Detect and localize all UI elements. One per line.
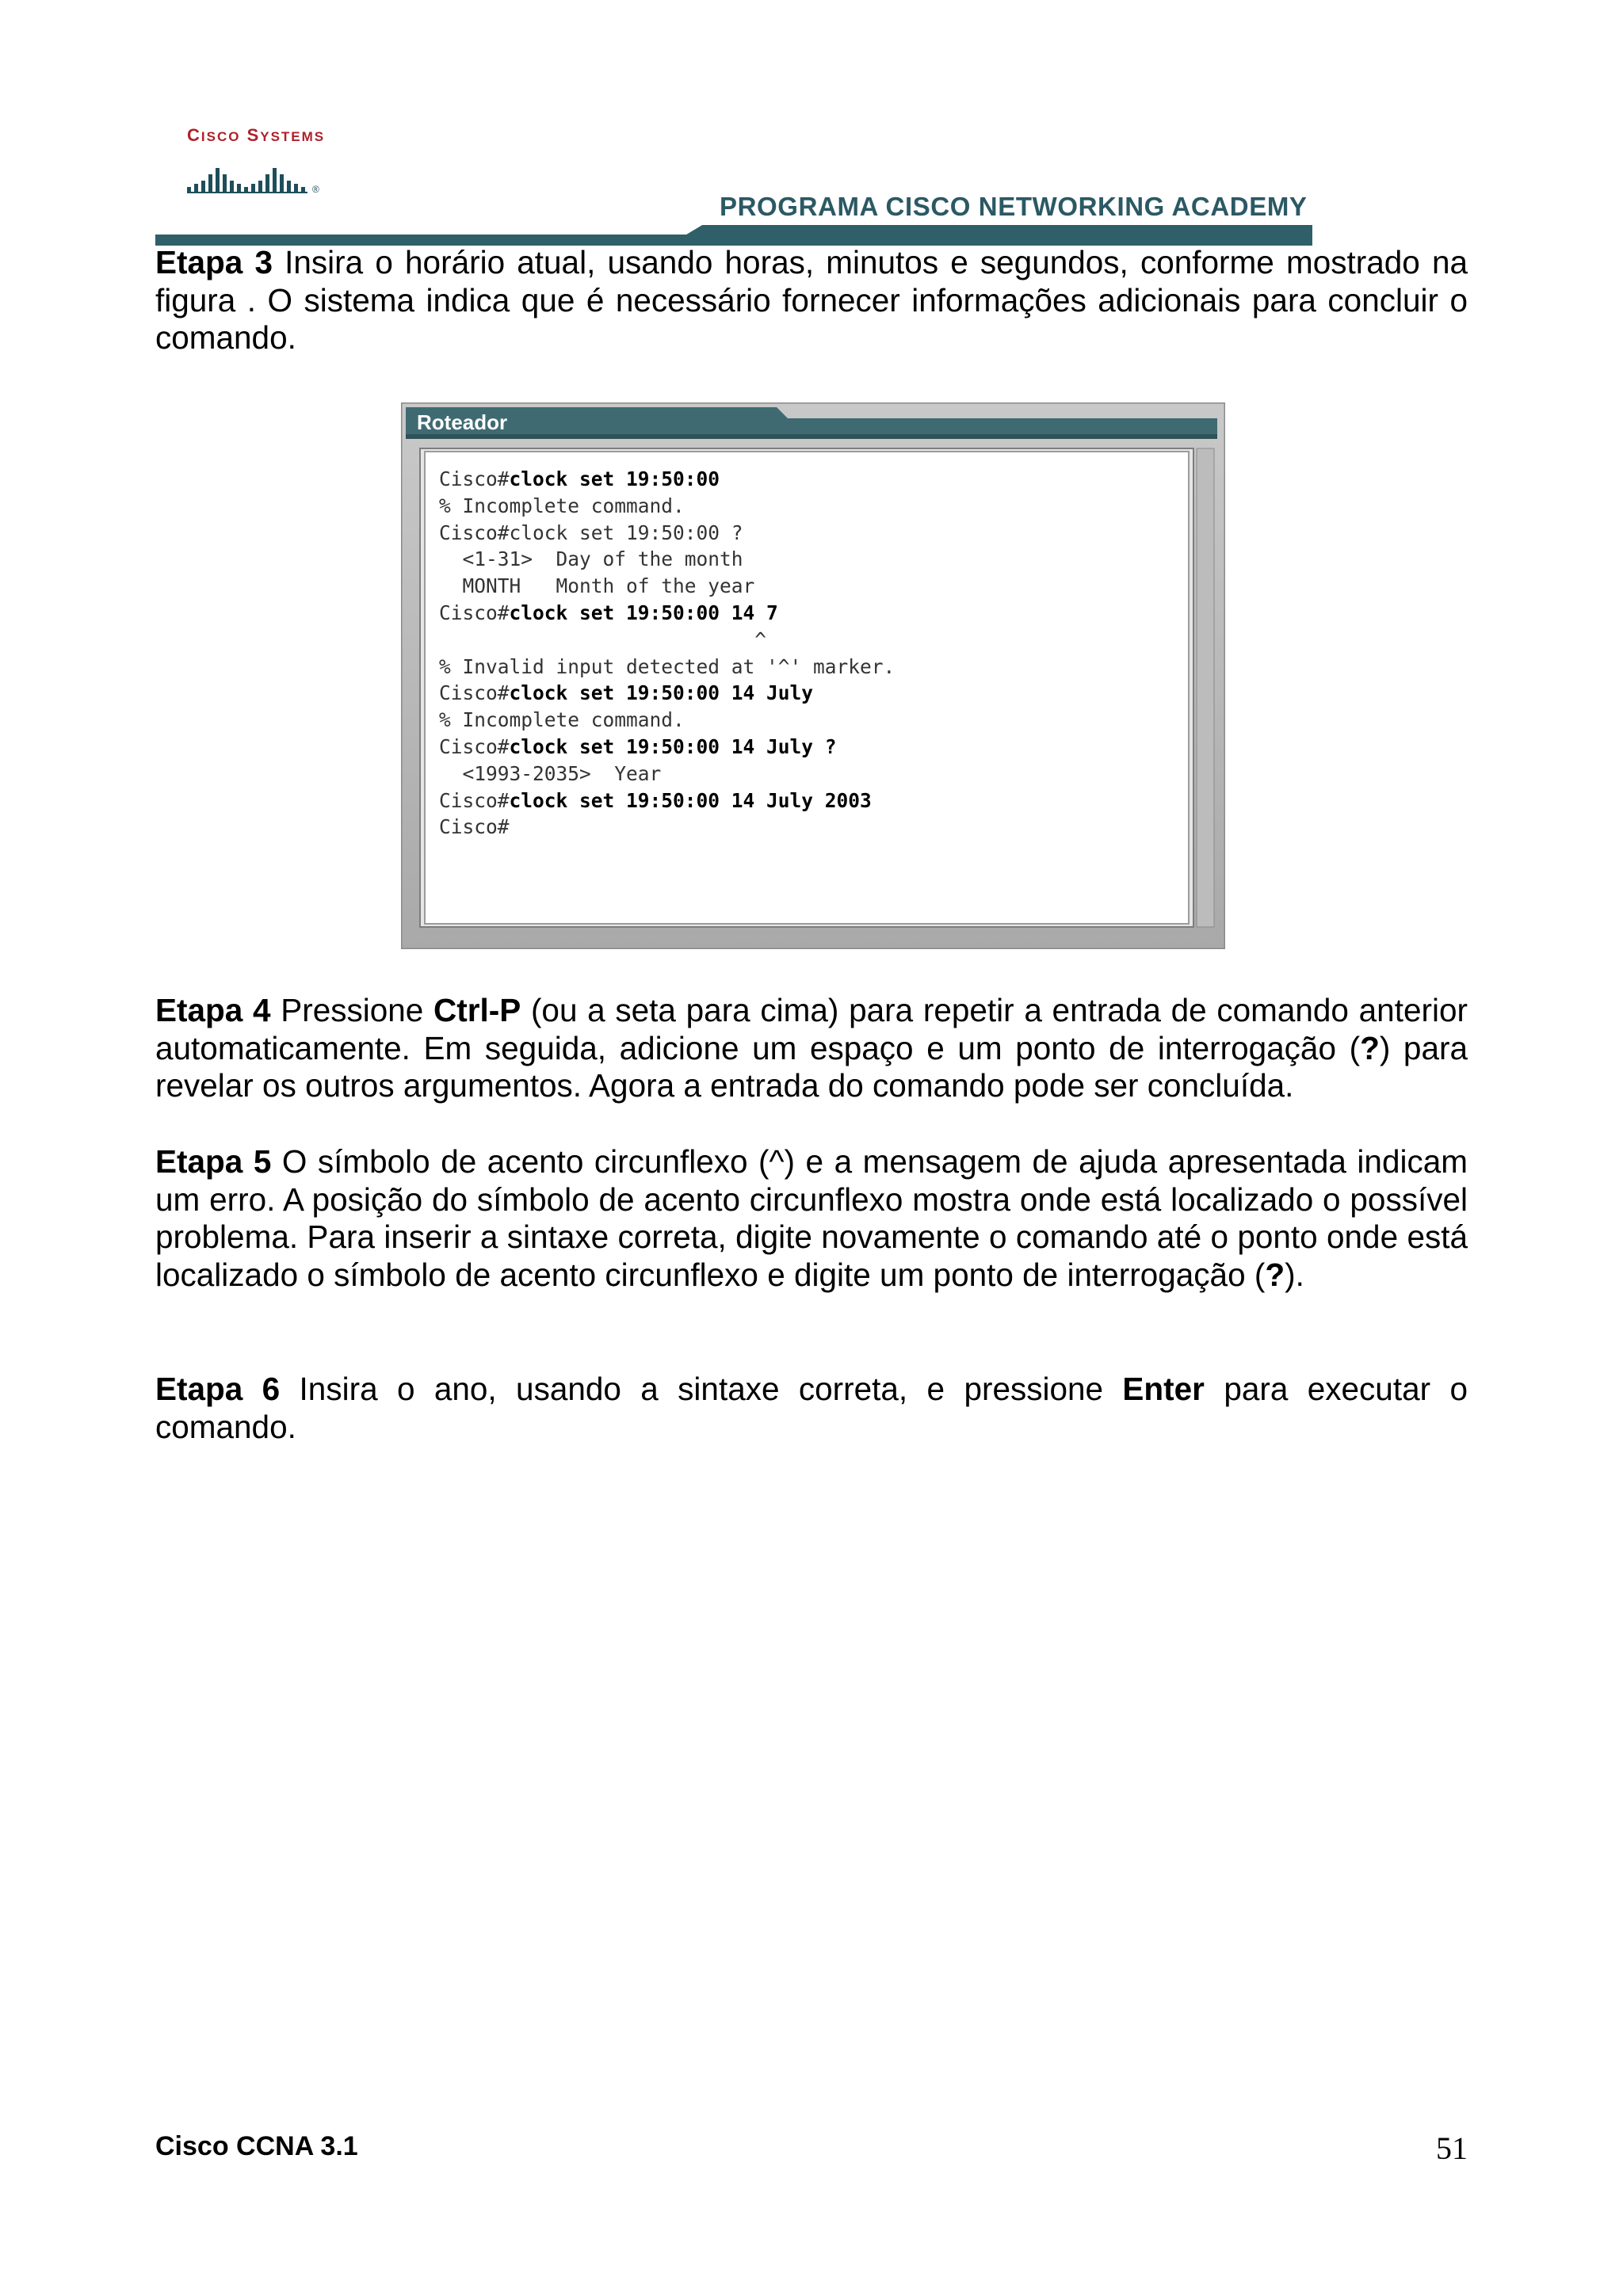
step-3-paragraph — [155, 244, 1468, 357]
terminal-lines: Cisco#clock set 19:50:00 % Incomplete command. Cisco#clock set 19:50:00 ? <1-31> Day of the month MONTH Month of the year Cisco#clock set 19:50:00 14 7 ^ % Invalid input detected at '^' marker. Cisco#clock set 19:50:00 14 July % Incomplete command. Cisco#clock set 19:50:00 14 July ? <1993-2035> Year Cisco#clock set 19:50:00 14 July 2003 Cisco# — [439, 467, 896, 839]
step-3-label: Etapa 3 — [155, 244, 273, 280]
step-6-paragraph: Etapa 6 Insira o ano, usando a sintaxe correta, e pressione Enter para executar o comando. — [155, 1371, 1468, 1445]
step-5-label: Etapa 5 — [155, 1143, 272, 1180]
step-6-label: Etapa 6 — [155, 1371, 281, 1407]
page-header — [155, 111, 1312, 246]
ctrl-p-key: Ctrl-P — [433, 992, 521, 1028]
cisco-bridge-bars-icon — [187, 152, 314, 193]
step-4-paragraph: Etapa 4 Pressione Ctrl-P (ou a seta para cima) para repetir a entrada de comando anterior automaticamente. Em seguida, adicione um espaço e um ponto de interrogação (?) para revelar os outros argumentos. Agora a entrada do comando pode ser concluída. — [155, 992, 1468, 1104]
step-3-text: Insira o horário atual, usando horas, minutos e segundos, conforme mostrado na figura . O sistema indica que é necessário fornecer informações adicionais para concluir o comando. — [155, 244, 1468, 356]
enter-key: Enter — [1122, 1371, 1205, 1407]
program-title: PROGRAMA CISCO NETWORKING ACADEMY — [720, 192, 1308, 221]
cisco-systems-logo — [187, 119, 346, 198]
footer-course: Cisco CCNA 3.1 — [155, 2131, 358, 2161]
logo-wordmark: CISCO SYSTEMS — [187, 125, 326, 145]
page-number: 51 — [1436, 2130, 1468, 2166]
terminal-output — [426, 453, 1187, 922]
step-5-paragraph: Etapa 5 O símbolo de acento circunflexo (^) e a mensagem de ajuda apresentada indicam um erro. A posição do símbolo de acento circunflexo mostra onde está localizado o possível problema. Para inserir a sintaxe correta, digite novamente o comando até o ponto onde está localizado o símbolo de acento circunflexo e digite um ponto de interrogação (?). — [155, 1143, 1468, 1293]
step-4-label: Etapa 4 — [155, 992, 271, 1028]
registered-mark-icon: ® — [312, 184, 319, 195]
window-title: Roteador — [417, 410, 508, 434]
router-terminal-figure — [401, 402, 1225, 949]
